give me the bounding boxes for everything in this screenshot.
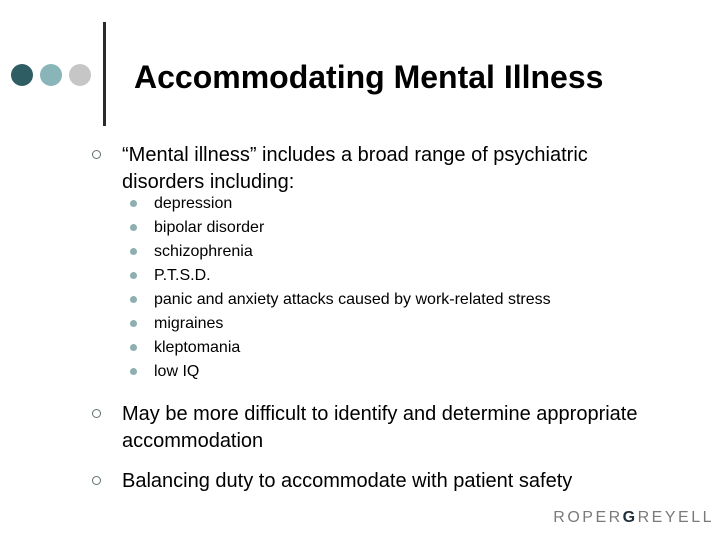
- list-item: [125, 288, 551, 312]
- slide-title: Accommodating Mental Illness: [134, 59, 604, 95]
- list-item: [125, 312, 551, 336]
- filled-circle-bullet-icon: [130, 296, 137, 303]
- list-item-label: depression: [154, 195, 233, 212]
- list-item: [125, 240, 551, 264]
- list-item-label: P.T.S.D.: [154, 267, 211, 284]
- list-item: [125, 192, 551, 216]
- dot-medium-icon: [40, 64, 62, 86]
- title-divider-rule: [103, 22, 106, 126]
- list-item-label: panic and anxiety attacks caused by work-related stress: [154, 291, 551, 308]
- filled-circle-bullet-icon: [130, 224, 137, 231]
- list-item: [125, 216, 551, 240]
- filled-circle-bullet-icon: [130, 248, 137, 255]
- logo-text-part: REYELL: [637, 509, 714, 526]
- list-item: [125, 360, 551, 384]
- hollow-circle-bullet-icon: [92, 476, 101, 485]
- list-item-label: low IQ: [154, 363, 200, 380]
- header-dots-decoration: [11, 64, 101, 86]
- filled-circle-bullet-icon: [130, 200, 137, 207]
- bullet-text: May be more difficult to identify and determine appropriate accommodation: [122, 403, 638, 452]
- logo-text-part: ROPER: [553, 509, 623, 526]
- list-item: [125, 264, 551, 288]
- company-logo: [553, 509, 714, 527]
- list-item-label: migraines: [154, 315, 224, 332]
- list-item: [125, 336, 551, 360]
- filled-circle-bullet-icon: [130, 344, 137, 351]
- dot-light-icon: [69, 64, 91, 86]
- list-item-label: bipolar disorder: [154, 219, 265, 236]
- hollow-circle-bullet-icon: [92, 150, 101, 159]
- bullet-text: Balancing duty to accommodate with patient safety: [122, 470, 573, 492]
- logo-text-part: G: [622, 509, 638, 526]
- bullet-text: “Mental illness” includes a broad range of psychiatric disorders including:: [122, 144, 588, 193]
- disorder-list: [125, 192, 551, 384]
- filled-circle-bullet-icon: [130, 368, 137, 375]
- filled-circle-bullet-icon: [130, 320, 137, 327]
- list-item-label: schizophrenia: [154, 243, 253, 260]
- hollow-circle-bullet-icon: [92, 409, 101, 418]
- list-item-label: kleptomania: [154, 339, 241, 356]
- dot-dark-icon: [11, 64, 33, 86]
- filled-circle-bullet-icon: [130, 272, 137, 279]
